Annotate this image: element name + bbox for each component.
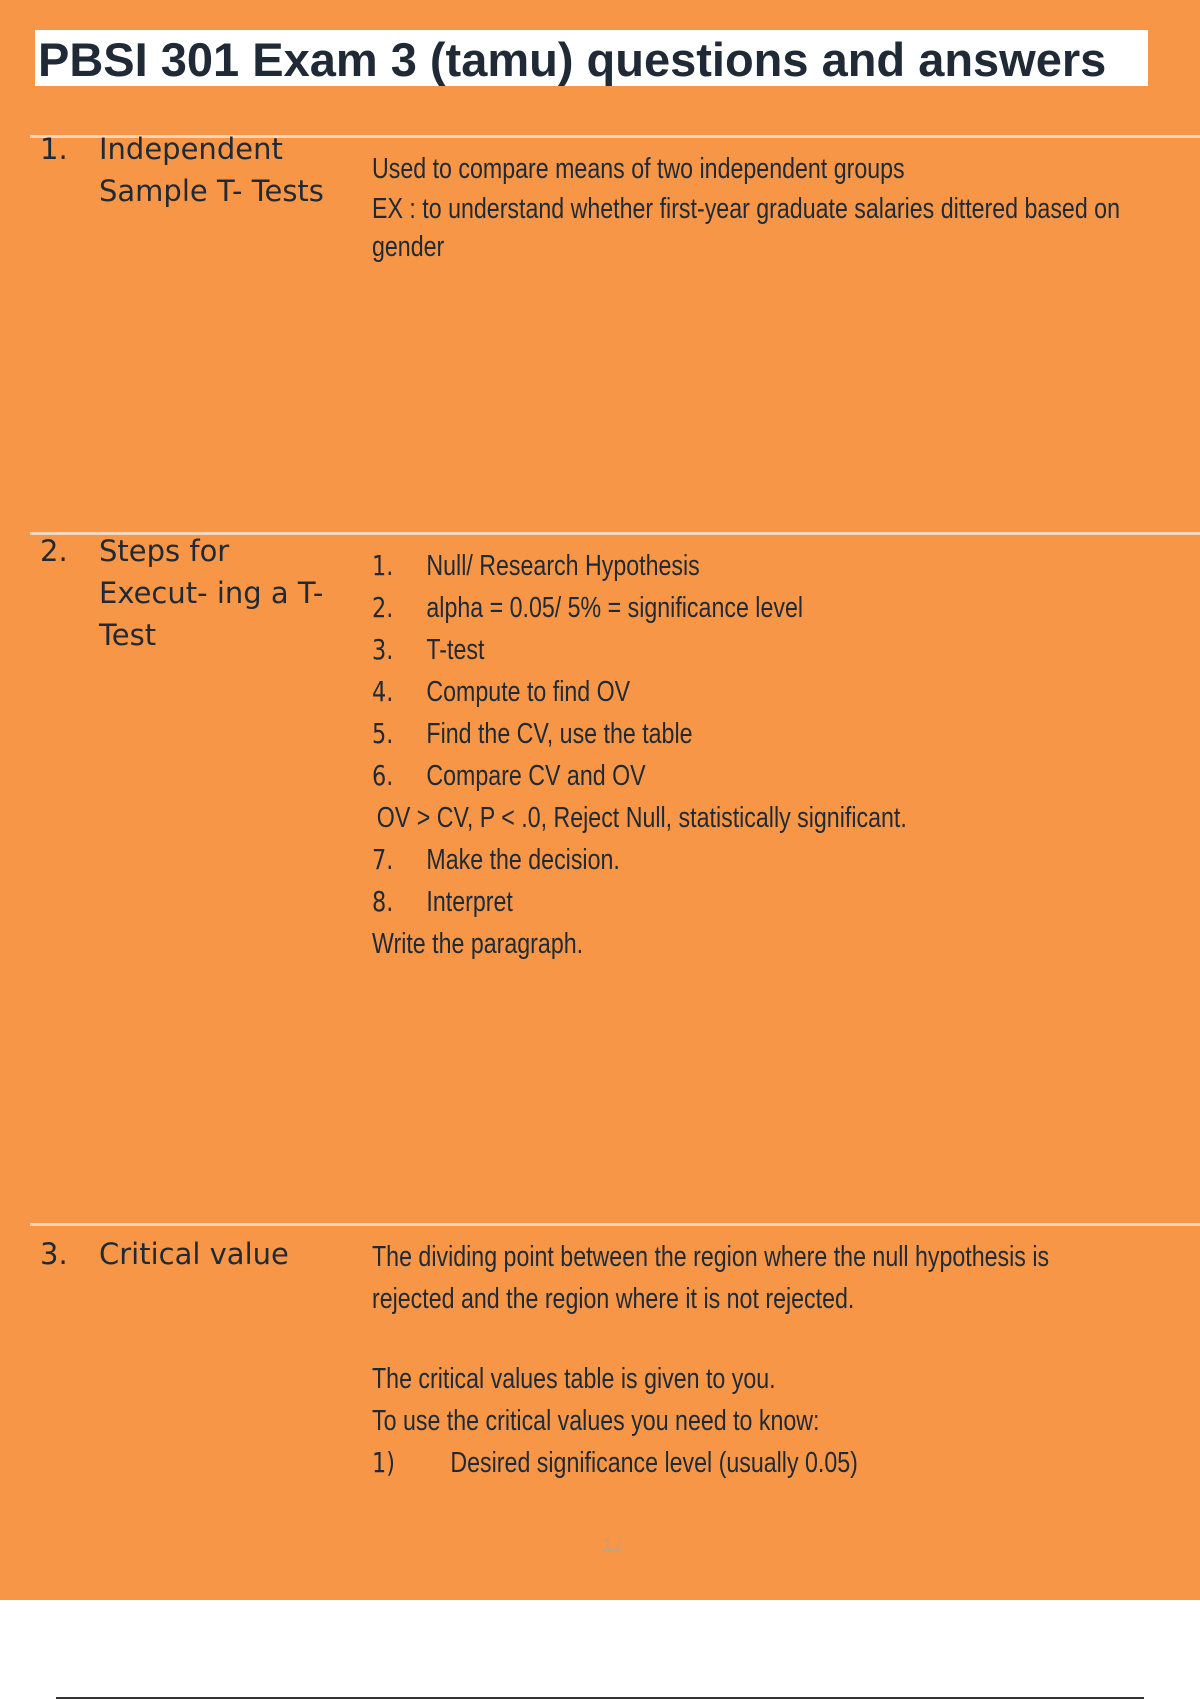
- answer-3: [372, 1236, 1050, 1484]
- answer-3-line-a: The critical values table is given to you.: [372, 1363, 776, 1395]
- footer-divider: [56, 1697, 1144, 1699]
- answer-1-line-1: Used to compare means of two independent groups: [372, 153, 905, 185]
- page-number: 1 /: [603, 1536, 621, 1553]
- question-term-2: Steps for Execut- ing a T-Test: [99, 534, 324, 652]
- step-item: 1. Null/ Research Hypothesis: [372, 549, 700, 582]
- step-item: 5. Find the CV, use the table: [372, 717, 693, 750]
- list-item: 1) Desired significance level (usually 0.05): [372, 1446, 858, 1479]
- step-note: OV > CV, P < .0, Reject Null, statistically significant.: [376, 802, 907, 834]
- step-item: 2. alpha = 0.05/ 5% = significance level: [372, 591, 804, 624]
- step-item: 7. Make the decision.: [372, 843, 620, 876]
- question-number-3: 3.: [40, 1237, 68, 1271]
- question-term-3: Critical value: [99, 1237, 289, 1271]
- divider-3: [30, 1223, 1200, 1226]
- step-closing: Write the paragraph.: [372, 928, 584, 960]
- answer-2: [372, 545, 1012, 965]
- question-number-2: 2.: [40, 534, 68, 568]
- answer-3-definition: The dividing point between the region where the null hypothesis is rejected and the region where it is not rejected.: [372, 1241, 1050, 1315]
- question-number-1: 1.: [40, 132, 68, 166]
- page-title: PBSI 301 Exam 3 (tamu) questions and answers: [38, 33, 1107, 86]
- step-item: 8. Interpret: [372, 885, 513, 918]
- step-item: 3. T-test: [372, 633, 485, 666]
- step-item: 6. Compare CV and OV: [372, 759, 646, 792]
- answer-3-line-b: To use the critical values you need to know:: [372, 1405, 820, 1437]
- answer-1: [372, 148, 1120, 266]
- question-term-1: Independent Sample T- Tests: [99, 132, 324, 208]
- step-item: 4. Compute to find OV: [372, 675, 631, 708]
- answer-1-line-2: EX : to understand whether first-year graduate salaries dittered based on gender: [372, 193, 1120, 263]
